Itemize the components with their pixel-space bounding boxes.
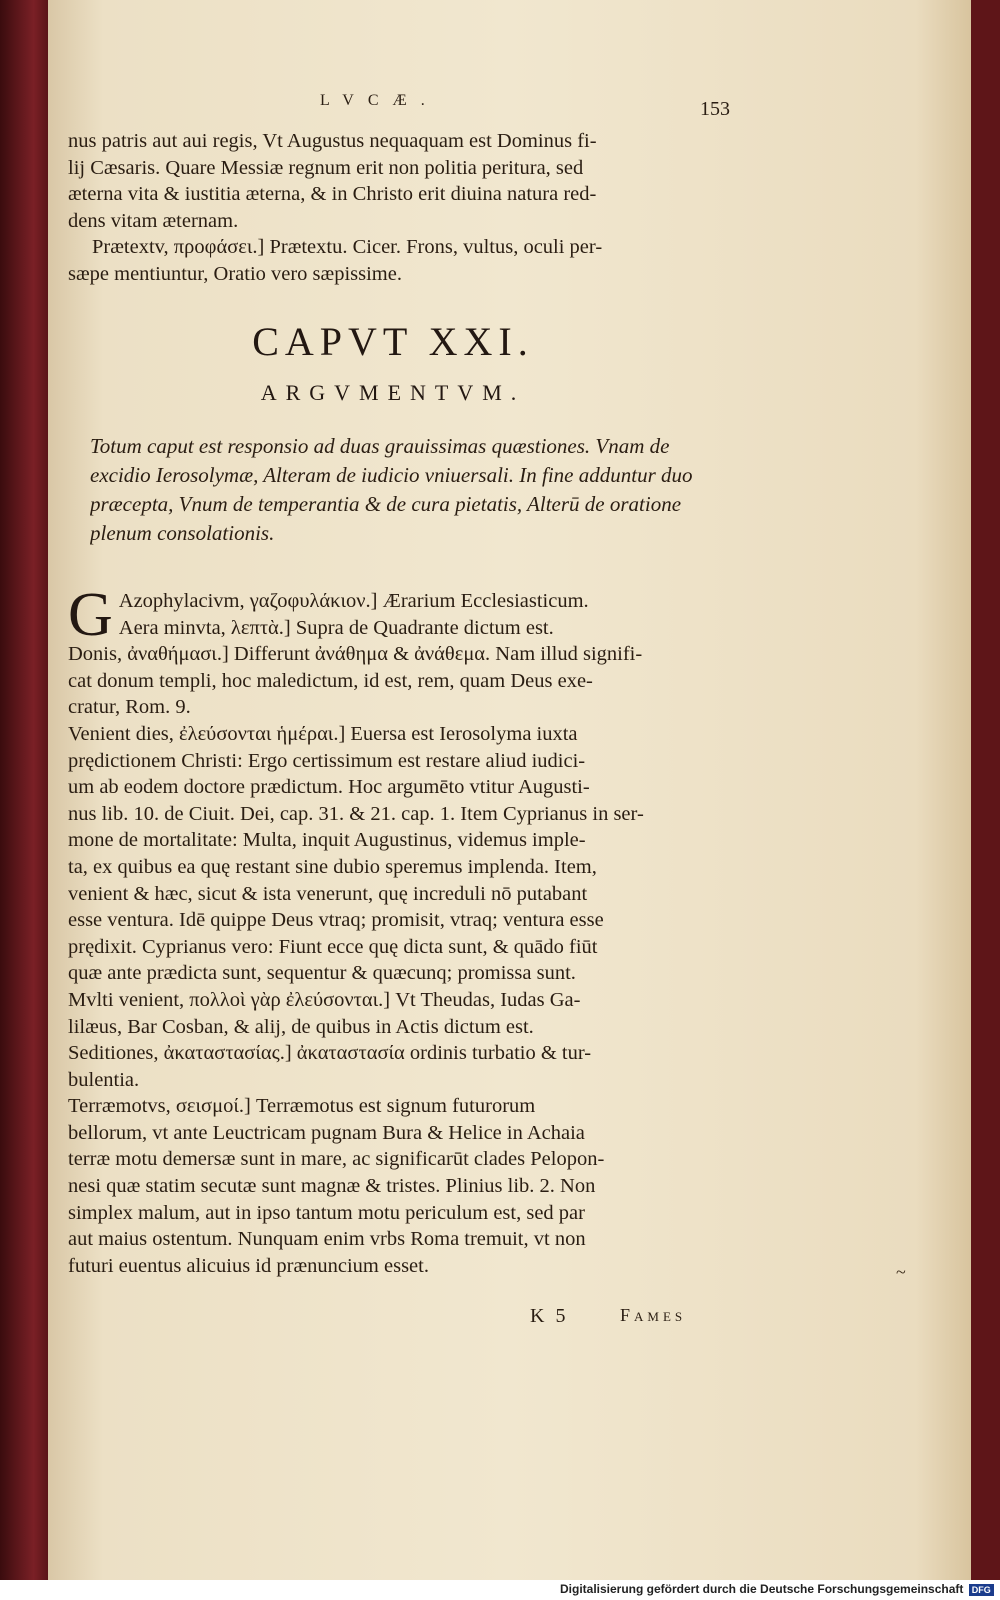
commentary-body xyxy=(68,581,728,1279)
text-line: Aera minvta, λεπτὰ.] Supra de Quadrante dictum est. xyxy=(118,616,554,639)
text-line: lilæus, Bar Cosban, & alij, de quibus in Actis dictum est. xyxy=(68,1015,534,1038)
footer-credit xyxy=(560,1582,994,1596)
text-line: nus patris aut aui regis, Vt Augustus nequaquam est Dominus fi- xyxy=(68,130,597,152)
chapter-title: CAPVT XXI. xyxy=(252,319,534,364)
text-line: Venient dies, ἐλεύσονται ἡμέραι.] Euersa est Ierosolyma iuxta xyxy=(68,722,578,745)
text-line: cat donum templi, hoc maledictum, id est, rem, quam Deus exe- xyxy=(68,669,593,692)
text-line: simplex malum, aut in ipso tantum motu periculum est, sed par xyxy=(68,1201,585,1224)
binding-edge-right xyxy=(971,0,1000,1580)
page-number: 153 xyxy=(700,98,730,120)
dfg-logo-icon: DFG xyxy=(969,1584,994,1596)
text-line: præcepta, Vnum de temperantia & de cura pietatis, Alterū de oratione xyxy=(90,492,682,516)
text-line: aut maius ostentum. Nunquam enim vrbs Roma tremuit, vt non xyxy=(68,1228,586,1251)
text-line: cratur, Rom. 9. xyxy=(68,696,191,719)
text-line: excidio Ierosolymæ, Alteram de iudicio vniuersali. In fine adduntur duo xyxy=(90,463,693,487)
text-line: prędixit. Cyprianus vero: Fiunt ecce quę dicta sunt, & quādo fiūt xyxy=(68,935,598,958)
text-line: prędictionem Christi: Ergo certissimum est restare aliud iudici- xyxy=(68,749,586,772)
top-paragraph xyxy=(68,128,718,288)
text-line: lij Cæsaris. Quare Messiæ regnum erit non politia peritura, sed xyxy=(68,156,584,179)
text-line: mone de mortalitate: Multa, inquit Augustinus, videmus imple- xyxy=(68,829,586,852)
text-line: Totum caput est responsio ad duas grauissimas quæstiones. Vnam de xyxy=(90,434,670,458)
text-line: Terræmotvs, σεισμοί.] Terræmotus est signum futurorum xyxy=(68,1095,536,1118)
text-line: bulentia. xyxy=(68,1068,140,1091)
text-line: sæpe mentiuntur, Oratio vero sæpissime. xyxy=(68,262,402,285)
text-line: æterna vita & iustitia æterna, & in Christo erit diuina natura red- xyxy=(68,183,597,206)
text-line: plenum consolationis. xyxy=(90,521,275,545)
argumentum-text xyxy=(90,432,730,548)
text-line: Azophylacivm, γαζοφυλάκιον.] Ærarium Ecclesiasticum. xyxy=(118,590,589,612)
drop-cap: G xyxy=(68,581,113,649)
text-line: nus lib. 10. de Ciuit. Dei, cap. 31. & 21. cap. 1. Item Cyprianus in ser- xyxy=(68,802,644,825)
text-line: terræ motu demersæ sunt in mare, ac significarūt clades Pelopon- xyxy=(68,1148,605,1171)
text-line: Seditiones, ἀκαταστασίας.] ἀκαταστασία ordinis turbatio & tur- xyxy=(68,1042,592,1065)
signature-mark: K 5 xyxy=(530,1305,569,1327)
text-line: nesi quæ statim secutæ sunt magnæ & tristes. Plinius lib. 2. Non xyxy=(68,1175,596,1198)
text-line: quæ ante prædicta sunt, sequentur & quæcunq; promissa sunt. xyxy=(68,962,576,985)
text-line: venient & hæc, sicut & ista venerunt, quę increduli nō putabant xyxy=(68,882,588,905)
text-line: esse ventura. Idē quippe Deus vtraq; promisit, vtraq; ventura esse xyxy=(68,909,604,932)
running-head: LVCÆ. xyxy=(320,92,439,109)
text-line: futuri euentus alicuius id prænuncium esset. xyxy=(68,1254,429,1277)
argumentum-title: ARGVMENTVM. xyxy=(260,380,526,405)
footer-text: Digitalisierung gefördert durch die Deutsche Forschungsgemeinschaft xyxy=(560,1582,964,1596)
text-line: Prætextv, προφάσει.] Prætextu. Cicer. Frons, vultus, oculi per- xyxy=(92,236,603,259)
text-line: ta, ex quibus ea quę restant sine dubio speremus implenda. Item, xyxy=(68,855,597,878)
binding-edge-left xyxy=(0,0,48,1580)
catchword: Fames xyxy=(620,1305,687,1325)
text-line: Donis, ἀναθήμασι.] Differunt ἀνάθημα & ἀνάθεμα. Nam illud signifi- xyxy=(68,643,643,666)
text-line: dens vitam æternam. xyxy=(68,209,239,232)
text-line: um ab eodem doctore prædictum. Hoc argumēto vtitur Augusti- xyxy=(68,776,590,799)
text-line: bellorum, vt ante Leuctricam pugnam Bura & Helice in Achaia xyxy=(68,1121,585,1144)
ink-smudge: ~ xyxy=(896,1262,906,1282)
text-line: Mvlti venient, πολλοὶ γὰρ ἐλεύσονται.] Vt Theudas, Iudas Ga- xyxy=(68,988,581,1011)
